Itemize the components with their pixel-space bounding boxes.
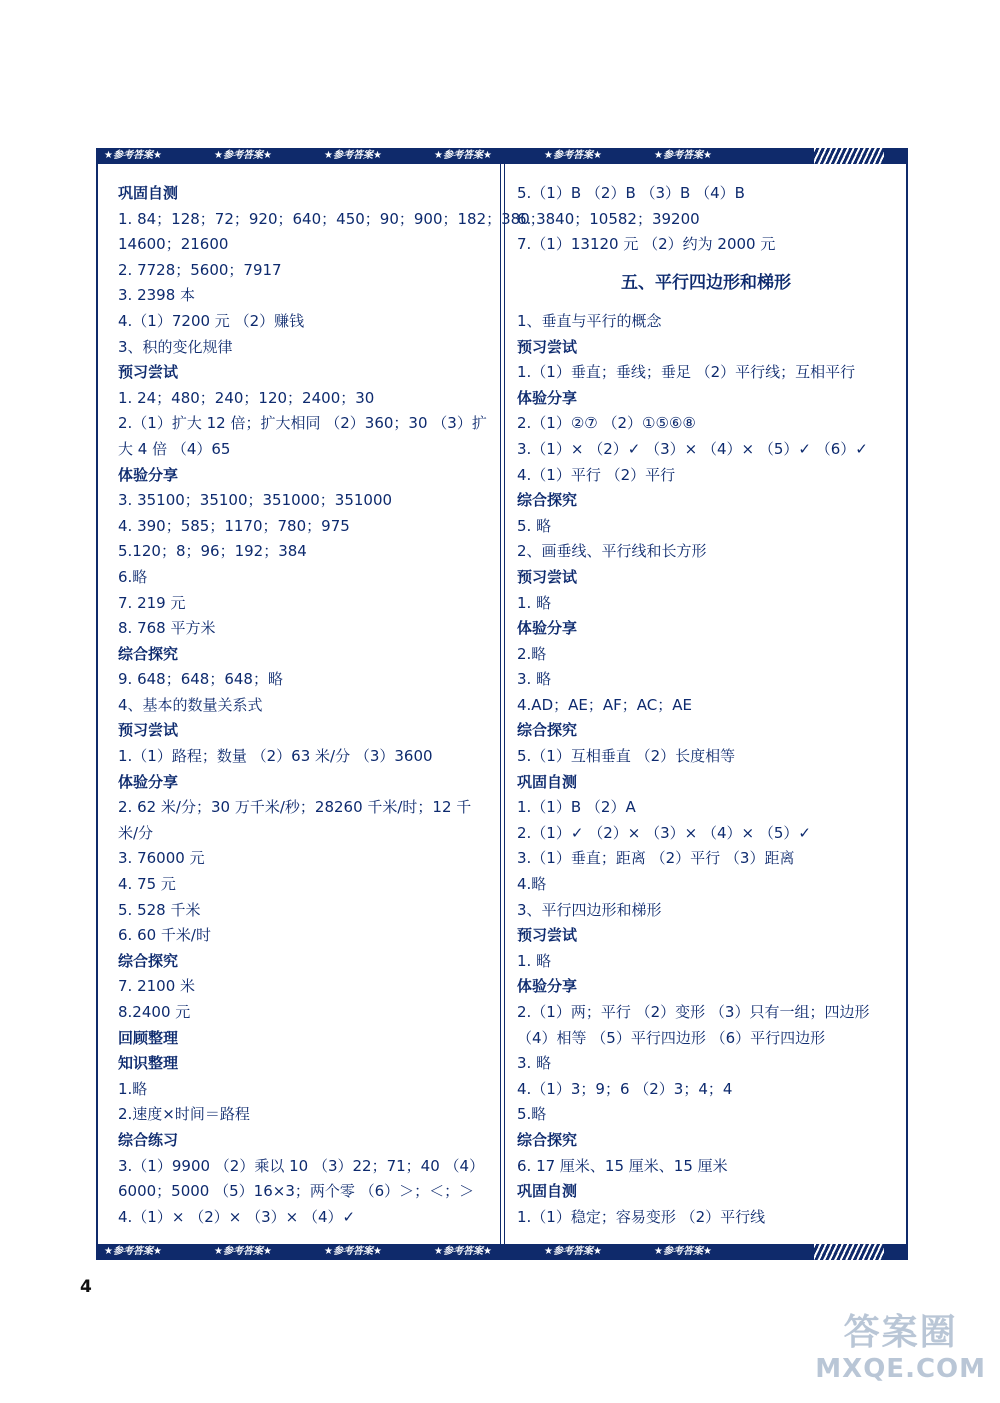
answer-line: 7. 2100 米 (118, 977, 196, 996)
answer-line: 5.（1）B （2）B （3）B （4）B (517, 184, 745, 202)
answer-line: 5.略 (517, 1105, 547, 1124)
answer-line: 1.（1）路程；数量 （2）63 米/分 （3）3600 (118, 747, 433, 766)
answer-line: 2、画垂线、平行线和长方形 (517, 542, 707, 561)
subsection-label: 知识整理 (118, 1054, 179, 1073)
answer-line: 2. 62 米/分；30 万千米/秒；28260 千米/时；12 千 (118, 798, 472, 817)
band-stripes-decoration (814, 1244, 884, 1260)
section-heading: 五、平行四边形和梯形 (621, 272, 791, 293)
answer-line: 2. 7728；5600；7917 (118, 260, 282, 279)
subsection-label: 体验分享 (517, 388, 578, 407)
answer-line: 4.（1）平行 （2）平行 (517, 465, 676, 484)
answer-line: 7.（1）13120 元 （2）约为 2000 元 (517, 235, 776, 254)
band-stripes-decoration (814, 148, 884, 164)
answer-line: 3. 35100；35100；351000；351000 (118, 491, 393, 510)
subsection-label: 预习尝试 (517, 926, 578, 945)
band-tag: ★参考答案★ (214, 1246, 272, 1257)
answer-line: 大 4 倍 （4）65 (118, 439, 231, 458)
answer-line: 1.（1）垂直；垂线；垂足 （2）平行线；互相平行 (517, 363, 856, 382)
watermark-logo (815, 1312, 986, 1384)
band-tag: ★参考答案★ (324, 1246, 382, 1257)
watermark-en: MXQE.COM (815, 1354, 986, 1384)
answer-line: 4. 390；585；1170；780；975 (118, 516, 350, 535)
answer-line: 2.略 (517, 644, 547, 663)
answer-line: 2.（1）两；平行 （2）变形 （3）只有一组；四边形 (517, 1003, 870, 1021)
subsection-label: 综合探究 (517, 491, 578, 510)
watermark-cn: 答案圈 (843, 1312, 958, 1353)
bottom-answer-band (96, 1244, 908, 1260)
answer-line: 5. 略 (517, 516, 552, 535)
subsection-label: 回顾整理 (118, 1028, 179, 1047)
answer-line: 8.2400 元 (118, 1003, 191, 1021)
answer-line: 4、基本的数量关系式 (118, 695, 263, 714)
answer-line: 3.（1）垂直；距离 （2）平行 （3）距离 (517, 849, 795, 868)
answer-line: 3、积的变化规律 (118, 337, 233, 356)
answer-line: 2.（1）扩大 12 倍；扩大相同 （2）360；30 （3）扩 (118, 414, 487, 433)
answer-line: 3. 略 (517, 1054, 552, 1073)
band-tag: ★参考答案★ (104, 1246, 162, 1257)
answer-line: 6. 3840；10582；39200 (517, 209, 700, 228)
answer-line: 2.（1）✓ （2）× （3）× （4）× （5）✓ (517, 823, 811, 842)
answer-line: 3. 2398 本 (118, 286, 196, 305)
top-answer-band (96, 148, 908, 164)
answer-line: 3.（1）9900 （2）乘以 10 （3）22；71；40 （4） (118, 1156, 485, 1175)
band-tag: ★参考答案★ (214, 150, 272, 161)
subsection-label: 预习尝试 (118, 721, 179, 740)
subsection-label: 综合探究 (517, 721, 578, 740)
band-tag: ★参考答案★ (544, 1246, 602, 1257)
answer-line: 4.略 (517, 875, 547, 894)
subsection-label: 预习尝试 (517, 337, 578, 356)
answer-line: 3.（1）× （2）✓ （3）× （4）× （5）✓ （6）✓ (517, 439, 868, 458)
subsection-label: 预习尝试 (118, 363, 179, 382)
answer-line: 米/分 (118, 823, 154, 842)
band-tag: ★参考答案★ (434, 1246, 492, 1257)
subsection-label: 巩固自测 (517, 1182, 578, 1201)
answer-line: 1.略 (118, 1079, 148, 1098)
answer-line: 4.（1）3；9；6 （2）3；4；4 (517, 1079, 733, 1098)
answer-line: 8. 768 平方米 (118, 619, 216, 638)
answer-line: （4）相等 （5）平行四边形 （6）平行四边形 (517, 1028, 826, 1047)
answer-line: 9. 648；648；648；略 (118, 670, 283, 689)
band-tag: ★参考答案★ (434, 150, 492, 161)
answer-line: 6000；5000 （5）16×3；两个零 （6）＞；＜；＞ (118, 1182, 475, 1201)
answer-line: 6. 17 厘米、15 厘米、15 厘米 (517, 1156, 728, 1175)
band-tag: ★参考答案★ (544, 150, 602, 161)
answer-line: 3. 略 (517, 670, 552, 689)
frame-left-border (96, 148, 98, 1260)
answer-line: 3、平行四边形和梯形 (517, 900, 662, 919)
answer-line: 2.（1）②⑦ （2）①⑤⑥⑧ (517, 414, 696, 433)
answer-line: 1.（1）稳定；容易变形 （2）平行线 (517, 1207, 766, 1226)
answer-line: 5.120；8；96；192；384 (118, 542, 307, 561)
answer-line: 14600；21600 (118, 235, 229, 254)
answer-line: 1. 略 (517, 593, 552, 612)
answer-line: 7. 219 元 (118, 593, 186, 612)
answer-line: 4. 75 元 (118, 875, 176, 894)
answer-line: 4.（1）× （2）× （3）× （4）✓ (118, 1207, 356, 1226)
subsection-label: 巩固自测 (118, 184, 179, 202)
answer-line: 1. 24；480；240；120；2400；30 (118, 388, 375, 407)
column-divider (500, 164, 505, 1244)
subsection-label: 综合探究 (517, 1130, 578, 1149)
band-tag: ★参考答案★ (104, 150, 162, 161)
subsection-label: 综合探究 (118, 644, 179, 663)
answer-line: 4.（1）7200 元 （2）赚钱 (118, 311, 305, 330)
band-tag: ★参考答案★ (324, 150, 382, 161)
subsection-label: 体验分享 (118, 772, 179, 791)
answer-line: 4.AD；AE；AF；AC；AE (517, 695, 692, 714)
answer-line: 6. 60 千米/时 (118, 926, 211, 945)
answer-line: 5. 528 千米 (118, 900, 201, 919)
answer-line: 5.（1）互相垂直 （2）长度相等 (517, 747, 736, 766)
answer-line: 6.略 (118, 567, 148, 586)
page-number: 4 (80, 1277, 92, 1297)
subsection-label: 综合练习 (118, 1130, 179, 1149)
subsection-label: 预习尝试 (517, 567, 578, 586)
answer-line: 1. 略 (517, 951, 552, 970)
answer-line: 1.（1）B （2）A (517, 798, 636, 817)
right-answer-column (517, 181, 895, 1230)
answer-line: 1、垂直与平行的概念 (517, 311, 662, 330)
answer-line: 2.速度×时间＝路程 (118, 1105, 250, 1124)
subsection-label: 体验分享 (118, 465, 179, 484)
answer-line: 3. 76000 元 (118, 849, 205, 868)
subsection-label: 体验分享 (517, 619, 578, 638)
answer-line: 1. 84；128；72；920；640；450；90；900；182；380； (118, 209, 545, 228)
subsection-label: 巩固自测 (517, 772, 578, 791)
subsection-label: 体验分享 (517, 977, 578, 996)
frame-right-border (906, 148, 908, 1260)
subsection-label: 综合探究 (118, 951, 179, 970)
band-tag: ★参考答案★ (654, 150, 712, 161)
band-tag: ★参考答案★ (654, 1246, 712, 1257)
